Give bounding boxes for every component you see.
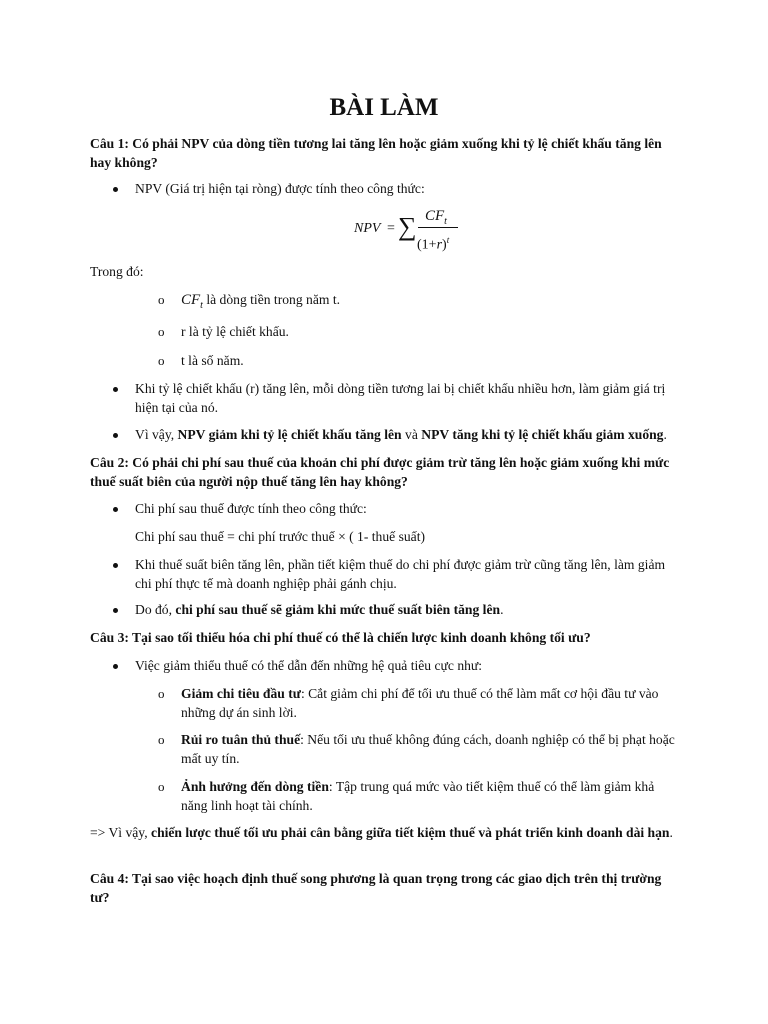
where-label: Trong đó:	[90, 264, 144, 279]
list-item	[181, 352, 681, 371]
consequence-text: : Cắt giảm chi phí để tối ưu thuế có thể làm mất cơ hội đầu tư vào những dự án sinh lời.	[181, 686, 659, 720]
list-item	[135, 500, 680, 519]
consequence-text: : Tập trung quá mức vào tiết kiệm thuế có thể làm giảm khả năng linh hoạt tài chính.	[181, 779, 655, 813]
list-item	[181, 778, 681, 815]
consequences-intro: Việc giảm thiểu thuế có thể dẫn đến những hệ quả tiêu cực như:	[135, 658, 483, 673]
conclusion-bold: chiến lược thuế tối ưu phải cân bằng giữa tiết kiệm thuế và phát triển kinh doanh dài hạn	[151, 825, 670, 840]
after-tax-formula: Chi phí sau thuế = chi phí trước thuế × ( 1- thuế suất)	[135, 529, 426, 544]
formula-fraction-bar	[418, 227, 458, 228]
list-item	[181, 731, 681, 768]
tax-rate-effect-text: Khi thuế suất biên tăng lên, phần tiết kiệm thuế do chi phí được giảm trừ cũng tăng lên, làm giảm chi phí thực tế mà doanh nghiệp phải gánh chịu.	[135, 557, 666, 591]
cf-symbol: $CF_t$	[181, 292, 203, 311]
consequence-title: Ảnh hưởng đến dòng tiền	[181, 779, 329, 794]
conclusion-period: .	[663, 427, 667, 442]
consequence-title: Giảm chi tiêu đầu tư	[181, 686, 301, 701]
question-1-heading: Câu 1: Có phải NPV của dòng tiền tương lai tăng lên hoặc giảm xuống khi tỷ lệ chiết khấu tăng lên hay không?	[90, 136, 662, 170]
conclusion-bold: chi phí sau thuế sẽ giảm khi mức thuế suất biên tăng lên	[175, 602, 501, 617]
list-item	[135, 601, 680, 620]
cf-description: là dòng tiền trong năm t.	[202, 292, 340, 307]
npv-intro-text: NPV (Giá trị hiện tại ròng) được tính theo công thức:	[135, 181, 425, 196]
conclusion-prefix: Vì vậy,	[135, 427, 178, 442]
question-3-conclusion	[90, 824, 680, 843]
list-item	[135, 380, 680, 417]
conclusion-connector: và	[401, 427, 422, 442]
after-tax-intro: Chi phí sau thuế được tính theo công thức:	[135, 501, 367, 516]
conclusion-bold-2: NPV tăng khi tỷ lệ chiết khấu giảm xuống	[421, 427, 664, 442]
question-4-heading: Câu 4: Tại sao việc hoạch định thuế song phương là quan trọng trong các giao dịch trên thị trường tư?	[90, 871, 662, 905]
list-item	[135, 657, 680, 676]
list-item	[181, 323, 681, 342]
formula-numerator: $CF_t$	[425, 208, 447, 227]
list-item	[181, 685, 681, 722]
list-item	[135, 426, 680, 445]
formula-equals: =	[387, 221, 395, 236]
question-2-heading: Câu 2: Có phải chi phí sau thuế của khoản chi phí được giảm trừ tăng lên hoặc giảm xuống khi mức thuế suất biên của người nộp thuế tăng lên hay không?	[90, 455, 670, 489]
formula-sigma: ∑	[398, 212, 417, 241]
formula-denominator: $(1+r)^t$	[417, 235, 450, 253]
conclusion-period: .	[500, 602, 504, 617]
page-title: BÀI LÀM	[329, 94, 439, 121]
conclusion-bold-1: NPV giảm khi tỷ lệ chiết khấu tăng lên	[177, 427, 402, 442]
conclusion-prefix: Do đó,	[135, 602, 176, 617]
r-description: r là tỷ lệ chiết khấu.	[181, 324, 289, 339]
question-3-heading: Câu 3: Tại sao tối thiểu hóa chi phí thuế có thể là chiến lược kinh doanh không tối ưu?	[90, 630, 591, 645]
discount-effect-text: Khi tỷ lệ chiết khấu (r) tăng lên, mỗi dòng tiền tương lai bị chiết khấu nhiều hơn, làm giảm giá trị hiện tại của nó.	[135, 381, 666, 415]
list-item	[135, 556, 680, 593]
formula-lhs: NPV	[354, 221, 381, 236]
t-description: t là số năm.	[181, 353, 244, 368]
list-item	[181, 291, 681, 316]
conclusion-period: .	[669, 825, 673, 840]
list-item	[135, 180, 680, 199]
npv-formula	[354, 207, 474, 253]
consequence-text: : Nếu tối ưu thuế không đúng cách, doanh nghiệp có thể bị phạt hoặc mất uy tín.	[181, 732, 675, 766]
consequence-title: Rủi ro tuân thủ thuế	[181, 732, 301, 747]
conclusion-prefix: => Vì vậy,	[90, 825, 152, 840]
